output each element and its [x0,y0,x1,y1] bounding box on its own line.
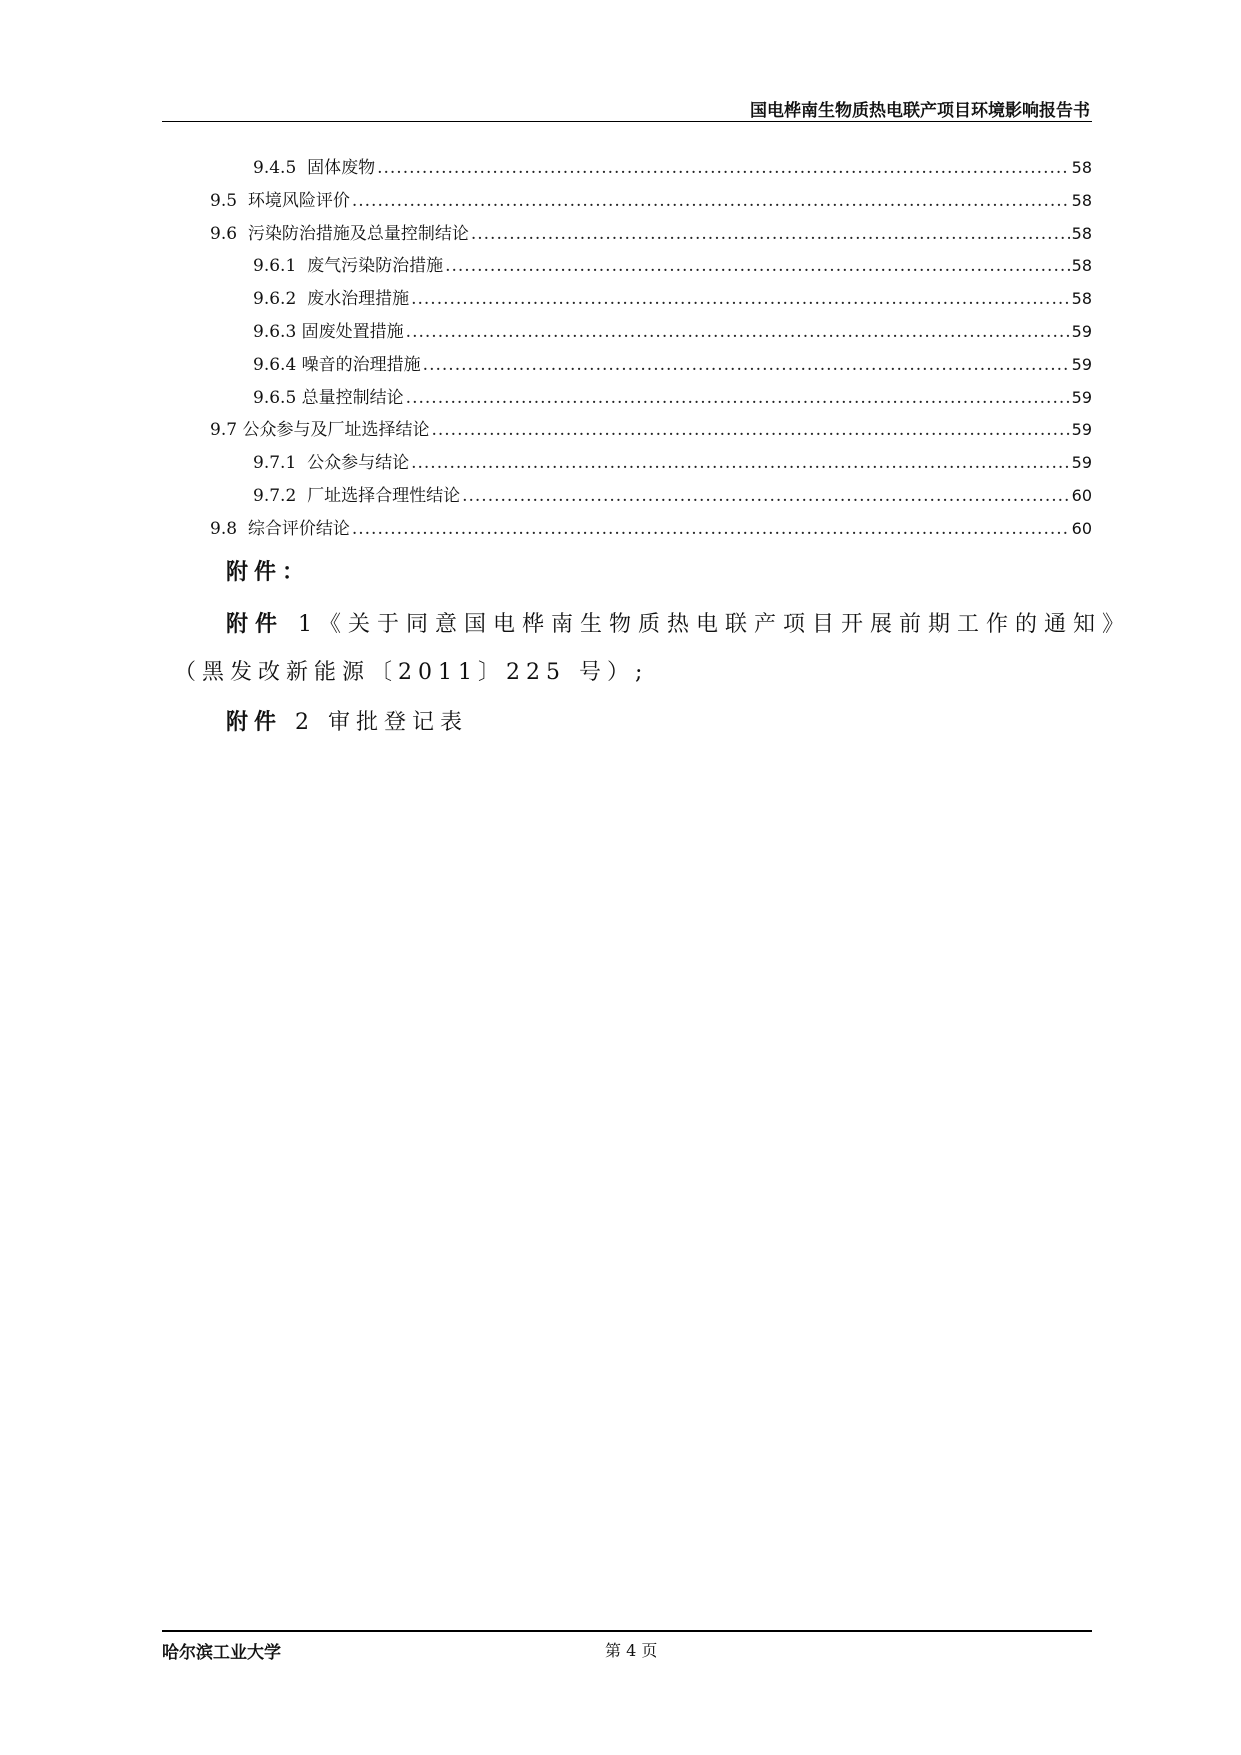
toc-entry-row [253,152,1092,185]
footer-page-number: 第 4 页 [605,1641,658,1660]
toc-entry[interactable] [162,513,1092,546]
attachment-1-line-2: （黑发改新能源〔2011〕225 号）; [174,660,649,685]
footer-institution: 哈尔滨工业大学 [162,1643,281,1663]
toc-page-number: 60 [1071,518,1092,538]
toc-entry-row [210,513,1092,546]
toc-page-number: 59 [1071,453,1092,473]
toc-section-number: 9.6.2 [253,289,308,310]
toc-entry[interactable] [162,218,1092,251]
toc-section-number: 9.8 [210,518,248,539]
toc-section-number: 9.6.3 [253,321,302,342]
toc-page-number: 60 [1071,485,1092,505]
toc-page-number: 58 [1071,223,1092,243]
toc-dot-leader [406,382,1070,415]
toc-section-number: 9.5 [210,190,248,211]
toc-page-number: 59 [1071,321,1092,341]
toc-entry-row [253,250,1092,283]
toc-section-title: 固体废物 [307,158,376,178]
toc-entry[interactable] [162,382,1092,415]
toc-page-number: 59 [1071,354,1092,374]
toc-entry[interactable] [162,349,1092,382]
toc-dot-leader [377,152,1070,185]
toc-section-title: 公众参与结论 [307,453,410,474]
toc-entry-row [210,185,1092,218]
page-header-title: 国电桦南生物质热电联产项目环境影响报告书 [750,101,1090,121]
toc-section-title: 总量控制结论 [301,387,404,408]
toc-entry[interactable] [162,316,1092,349]
toc-section-title: 噪音的治理措施 [301,354,421,375]
toc-page-number: 59 [1071,420,1092,440]
toc-page-number: 59 [1071,387,1092,407]
toc-entry[interactable] [162,414,1092,447]
toc-dot-leader [445,250,1070,283]
toc-page-number: 58 [1071,256,1092,276]
attachment-1-label: 附件 [226,612,285,637]
toc-section-title: 固废处置措施 [301,321,404,342]
attachment-2-title: 2 审批登记表 [282,710,468,735]
toc-entry[interactable] [162,480,1092,513]
footer-divider [162,1630,1092,1632]
toc-section-title: 污染防治措施及总量控制结论 [247,223,469,244]
toc-page-number: 58 [1071,158,1092,177]
toc-page-number: 58 [1071,190,1092,210]
toc-entry-row [253,349,1092,382]
toc-section-number: 9.6.5 [253,387,302,408]
attachment-2-label: 附件 [226,710,283,735]
toc-entry-row [210,218,1092,251]
toc-dot-leader [411,283,1070,316]
toc-dot-leader [431,414,1069,447]
toc-dot-leader [352,513,1070,546]
toc-section-number: 9.7.2 [253,485,308,506]
toc-section-number: 9.6.4 [253,354,302,375]
toc-dot-leader [406,316,1070,349]
toc-page-number: 58 [1071,289,1092,309]
toc-entry-row [210,414,1092,447]
toc-section-title: 厂址选择合理性结论 [307,485,461,506]
toc-section-number: 9.6.1 [253,256,308,277]
toc-section-title: 综合评价结论 [247,518,350,539]
toc-section-number: 9.4.5 [253,158,308,178]
toc-entry-row [253,382,1092,415]
toc-section-title: 公众参与及厂址选择结论 [242,420,430,441]
table-of-contents [162,152,1092,546]
toc-section-number: 9.7 [210,420,243,441]
toc-section-title: 环境风险评价 [247,190,350,211]
toc-entry[interactable] [162,447,1092,480]
attachment-2 [226,705,468,736]
header-divider [162,121,1092,122]
toc-section-title: 废水治理措施 [307,289,410,310]
toc-dot-leader [462,480,1070,513]
toc-dot-leader [471,218,1070,251]
toc-entry-row [253,480,1092,513]
attachment-1-title: 1《关于同意国电桦南生物质热电联产项目开展前期工作的通知》 [284,612,1132,637]
toc-entry-row [253,447,1092,480]
toc-entry[interactable] [162,185,1092,218]
toc-section-title: 废气污染防治措施 [307,256,444,277]
toc-dot-leader [423,349,1070,382]
toc-dot-leader [411,447,1070,480]
toc-section-number: 9.6 [210,223,248,244]
toc-section-number: 9.7.1 [253,453,308,474]
attachments-heading: 附件： [226,560,311,585]
toc-entry-row [253,316,1092,349]
toc-entry[interactable] [162,283,1092,316]
toc-entry[interactable] [162,250,1092,283]
toc-entry[interactable] [162,152,1092,185]
attachment-1-line-1 [226,607,1132,638]
toc-entry-row [253,283,1092,316]
toc-dot-leader [352,185,1070,218]
